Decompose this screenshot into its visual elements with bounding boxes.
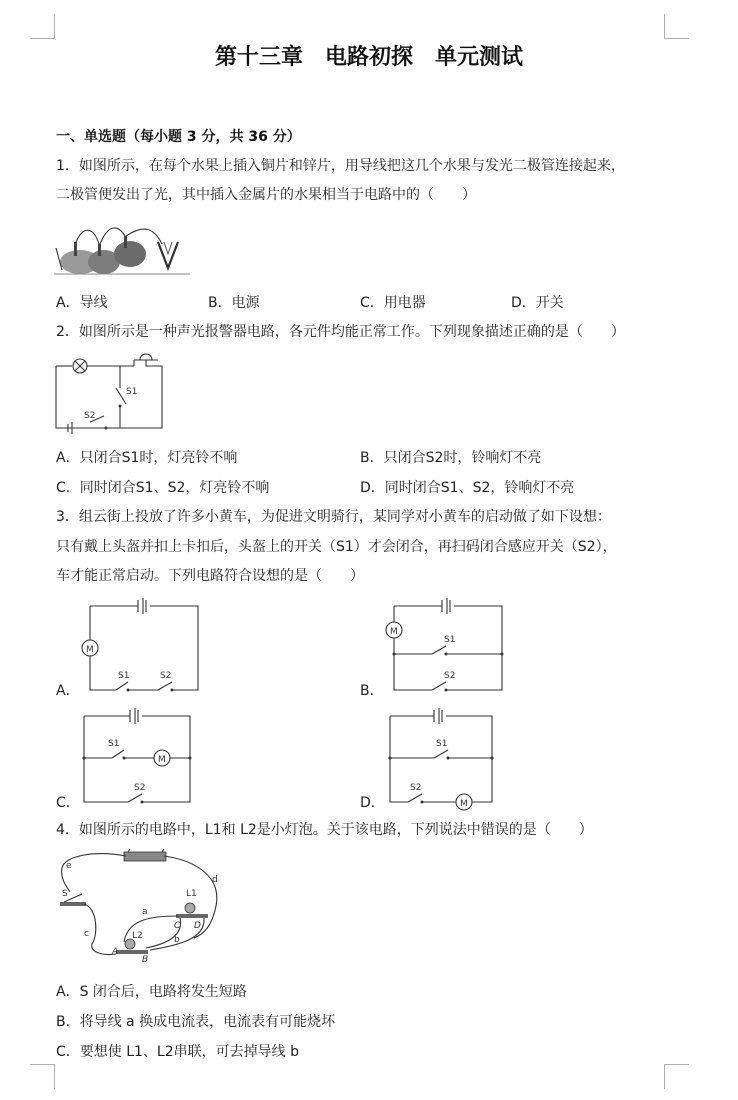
- q3-option-a[interactable]: A．: [56, 683, 80, 699]
- svg-text:d: d: [212, 875, 218, 885]
- svg-text:M: M: [460, 799, 468, 809]
- bulb-l1-icon: [185, 903, 195, 913]
- battery-icon: [124, 852, 166, 861]
- q1-text-line2: 二极管便发出了光，其中插入金属片的水果相当于电路中的（ ）: [56, 187, 476, 203]
- switch-icon: [60, 902, 86, 906]
- svg-text:L2: L2: [132, 931, 143, 941]
- svg-text:S2: S2: [410, 783, 422, 793]
- svg-text:C: C: [174, 921, 181, 931]
- fruit-battery-figure: [54, 218, 194, 276]
- corner-mark-bottom-right: [664, 1064, 689, 1089]
- corner-mark-top-left: [30, 14, 55, 39]
- svg-text:S2: S2: [160, 671, 172, 681]
- svg-text:S1: S1: [436, 739, 448, 749]
- svg-text:D: D: [194, 921, 201, 931]
- svg-text:B: B: [142, 955, 149, 965]
- svg-text:b: b: [174, 935, 180, 945]
- q3-option-d[interactable]: D．: [360, 795, 385, 811]
- q4-option-c[interactable]: C．要想使 L1、L2串联，可去掉导线 b: [56, 1044, 299, 1060]
- q4-circuit-figure: [54, 846, 224, 966]
- q4-option-b[interactable]: B．将导线 a 换成电流表，电流表有可能烧坏: [56, 1014, 336, 1030]
- q4-option-a[interactable]: A．S 闭合后，电路将发生短路: [56, 984, 247, 1000]
- svg-text:S2: S2: [444, 671, 456, 681]
- q2-option-c[interactable]: C．同时闭合S1、S2，灯亮铃不响: [56, 480, 270, 496]
- q2-option-d[interactable]: D．同时闭合S1、S2，铃响灯不亮: [360, 480, 575, 496]
- alarm-circuit-figure: [54, 350, 168, 434]
- q3-text-line3: 车才能正常启动。下列电路符合设想的是（ ）: [56, 568, 364, 584]
- q4-text-line1: 4．如图所示的电路中，L1和 L2是小灯泡。关于该电路，下列说法中错误的是（ ）: [56, 822, 593, 838]
- q3-option-b[interactable]: B．: [360, 683, 384, 699]
- corner-mark-top-right: [664, 14, 689, 39]
- section-heading: 一、单选题（每小题 3 分，共 36 分）: [56, 129, 301, 145]
- q1-option-a[interactable]: A．导线: [56, 295, 108, 311]
- svg-text:S1: S1: [108, 739, 120, 749]
- q1-text-line1: 1．如图所示，在每个水果上插入铜片和锌片，用导线把这几个水果与发光二极管连接起来，: [56, 158, 625, 174]
- q1-option-c[interactable]: C．用电器: [360, 295, 426, 311]
- q3-circuit-c: [82, 706, 202, 806]
- svg-text:c: c: [84, 929, 89, 939]
- q1-option-b[interactable]: B．电源: [208, 295, 260, 311]
- fruit-3: [114, 241, 146, 267]
- s2-label: S2: [84, 411, 96, 421]
- corner-mark-bottom-left: [30, 1064, 55, 1089]
- q1-option-d[interactable]: D．开关: [511, 295, 564, 311]
- svg-text:e: e: [66, 861, 72, 871]
- q3-text-line1: 3．组云街上投放了许多小黄车，为促进文明骑行，某同学对小黄车的启动做了如下设想：: [56, 509, 611, 525]
- svg-text:S: S: [62, 889, 68, 899]
- svg-text:M: M: [86, 645, 94, 655]
- svg-text:S1: S1: [444, 635, 456, 645]
- q2-text-line1: 2．如图所示是一种声光报警器电路，各元件均能正常工作。下列现象描述正确的是（ ）: [56, 324, 625, 340]
- q3-circuit-a: [82, 596, 202, 694]
- q2-option-a[interactable]: A．只闭合S1时，灯亮铃不响: [56, 450, 238, 466]
- q2-option-b[interactable]: B．只闭合S2时，铃响灯不亮: [360, 450, 542, 466]
- svg-text:M: M: [158, 755, 166, 765]
- q3-option-c[interactable]: C．: [56, 795, 80, 811]
- q3-text-line2: 只有戴上头盔并扣上卡扣后，头盔上的开关（S1）才会闭合，再扫码闭合感应开关（S2），: [56, 539, 617, 555]
- s1-label: S1: [126, 387, 138, 397]
- svg-text:S1: S1: [118, 671, 130, 681]
- q3-circuit-b: [386, 596, 506, 694]
- svg-text:A: A: [112, 947, 119, 957]
- svg-text:a: a: [142, 907, 148, 917]
- q3-circuit-d: [386, 706, 506, 809]
- page-title: 第十三章 电路初探 单元测试: [214, 44, 523, 70]
- svg-text:L1: L1: [186, 889, 197, 899]
- svg-text:S2: S2: [134, 783, 146, 793]
- svg-text:M: M: [390, 627, 398, 637]
